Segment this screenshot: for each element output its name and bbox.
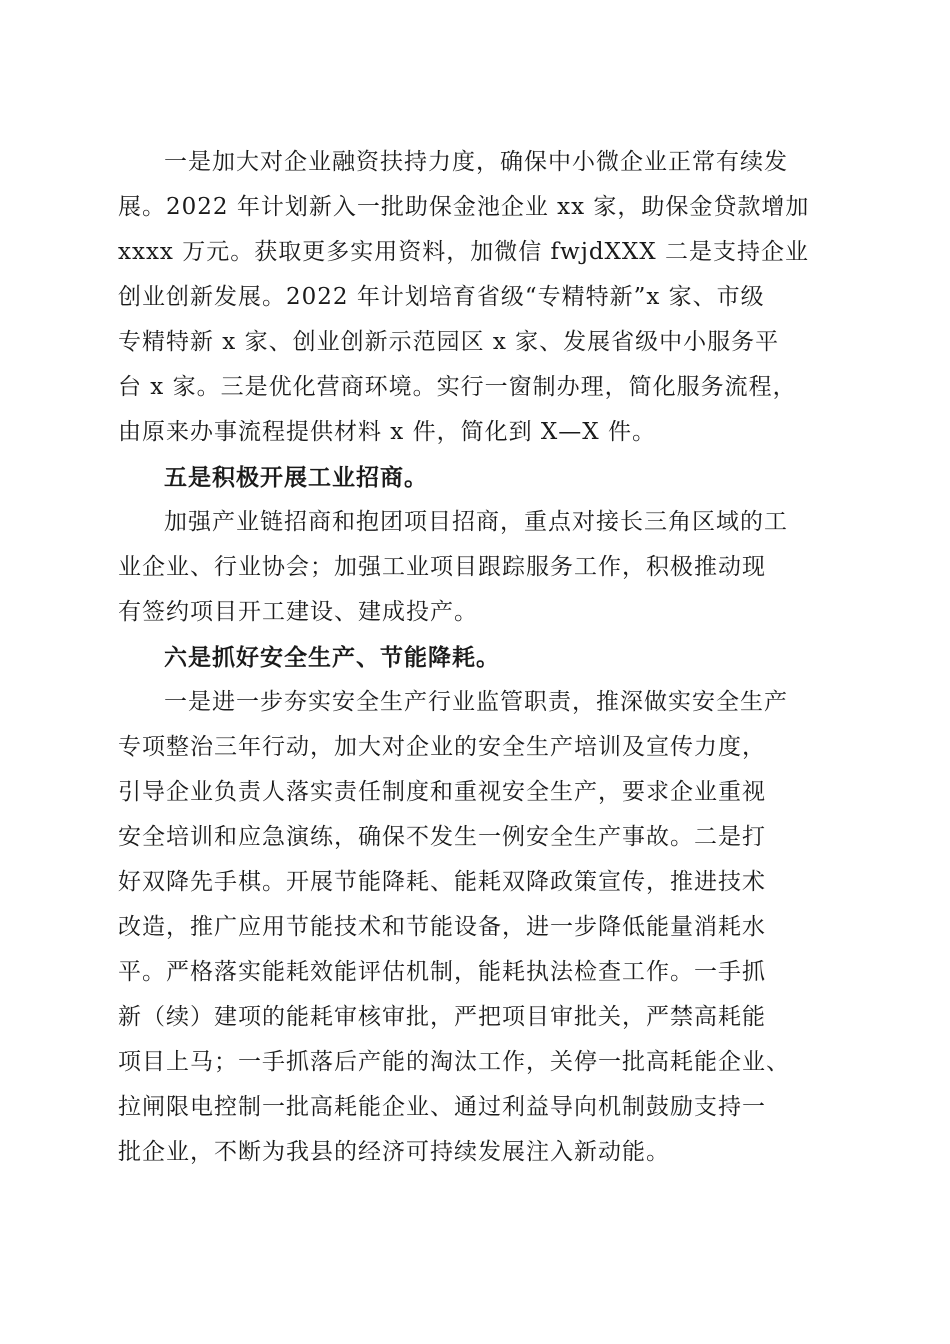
paragraph-line: 一是加大对企业融资扶持力度，确保中小微企业正常有续发 xyxy=(164,149,788,175)
paragraph-line: 项目上马；一手抓落后产能的淘汰工作，关停一批高耗能企业、 xyxy=(118,1049,790,1075)
section-heading: 五是积极开展工业招商。 xyxy=(164,464,428,491)
paragraph-line: 引导企业负责人落实责任制度和重视安全生产，要求企业重视 xyxy=(118,779,766,805)
paragraph-line: 一是进一步夯实安全生产行业监管职责，推深做实安全生产 xyxy=(164,689,788,715)
paragraph-line: 专项整治三年行动，加大对企业的安全生产培训及宣传力度， xyxy=(118,734,766,760)
paragraph-line: 创业创新发展。2022 年计划培育省级“专精特新”x 家、市级 xyxy=(118,284,765,310)
paragraph-line: 业企业、行业协会；加强工业项目跟踪服务工作，积极推动现 xyxy=(118,554,766,580)
paragraph-line: 有签约项目开工建设、建成投产。 xyxy=(118,599,478,625)
paragraph-line: 好双降先手棋。开展节能降耗、能耗双降政策宣传，推进技术 xyxy=(118,869,766,895)
paragraph-line: 批企业，不断为我县的经济可持续发展注入新动能。 xyxy=(118,1139,670,1165)
paragraph-line: 加强产业链招商和抱团项目招商，重点对接长三角区域的工 xyxy=(164,509,788,535)
paragraph-line: 专精特新 x 家、创业创新示范园区 x 家、发展省级中小服务平 xyxy=(118,329,780,355)
paragraph-line: 拉闸限电控制一批高耗能企业、通过利益导向机制鼓励支持一 xyxy=(118,1094,766,1120)
paragraph-line: 由原来办事流程提供材料 x 件，简化到 X—X 件。 xyxy=(118,419,656,445)
paragraph-line: 平。严格落实能耗效能评估机制，能耗执法检查工作。一手抓 xyxy=(118,959,766,985)
paragraph-line: 改造，推广应用节能技术和节能设备，进一步降低能量消耗水 xyxy=(118,914,766,940)
document-body xyxy=(118,140,842,1175)
paragraph-line: 新（续）建项的能耗审核审批，严把项目审批关，严禁高耗能 xyxy=(118,1004,766,1030)
paragraph-line: 安全培训和应急演练，确保不发生一例安全生产事故。二是打 xyxy=(118,824,766,850)
paragraph-line: xxxx 万元。获取更多实用资料，加微信 fwjdXXX 二是支持企业 xyxy=(118,239,809,265)
paragraph-line: 展。2022 年计划新入一批助保金池企业 xx 家，助保金贷款增加 xyxy=(118,194,810,220)
paragraph-line: 台 x 家。三是优化营商环境。实行一窗制办理，简化服务流程， xyxy=(118,374,797,400)
section-heading: 六是抓好安全生产、节能降耗。 xyxy=(164,644,500,671)
